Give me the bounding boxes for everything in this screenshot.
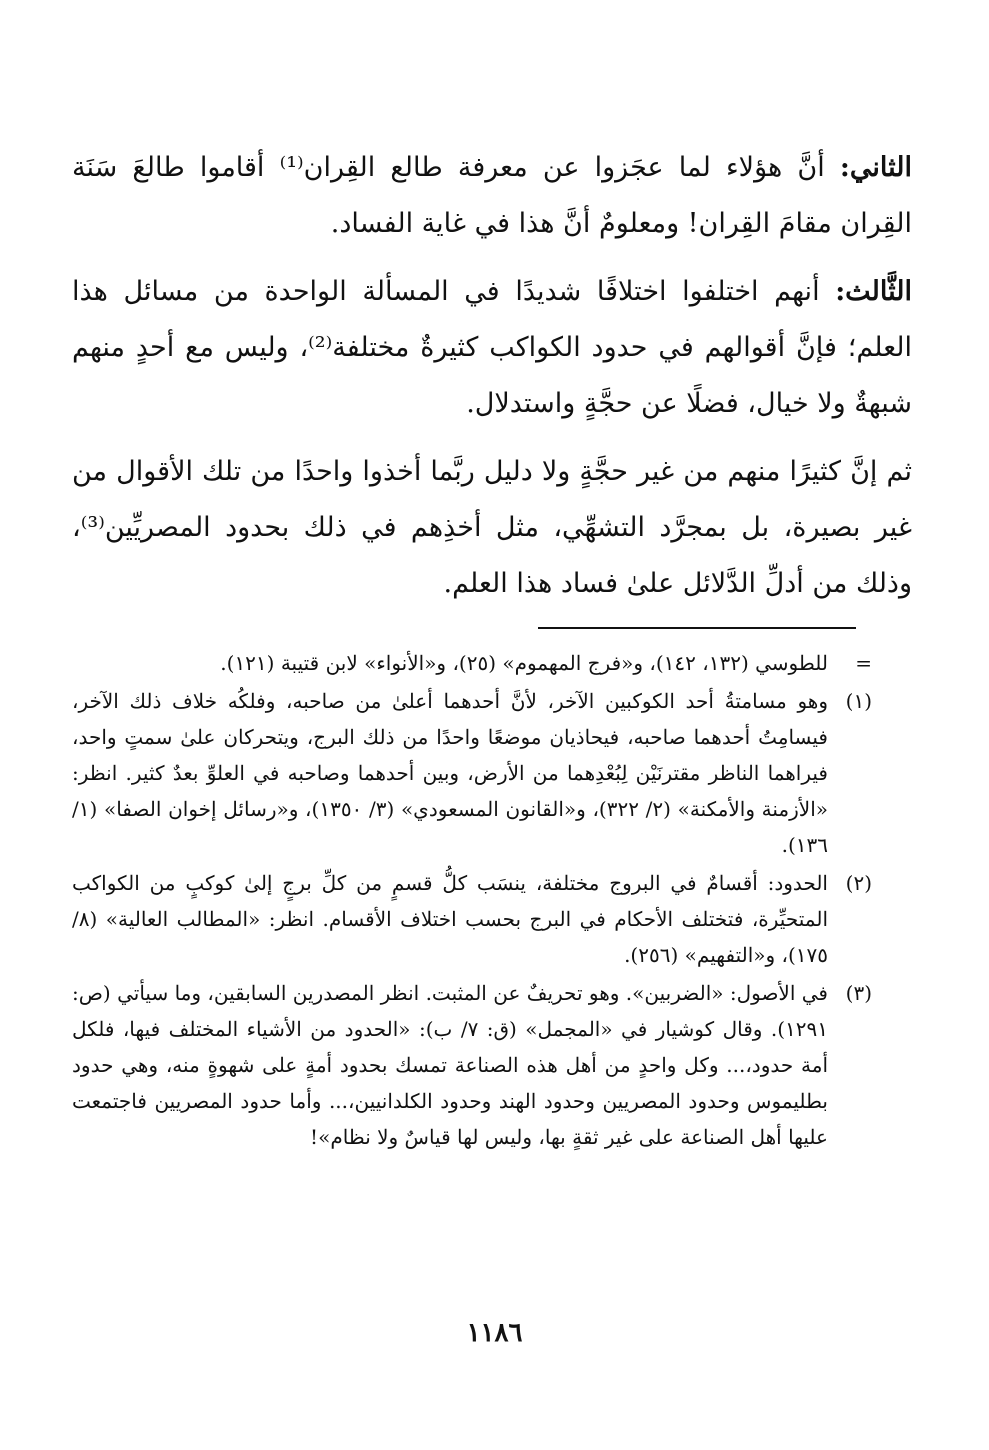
paragraph-lead-word: الثَّالث: [835,276,912,307]
paragraph-second-point [72,140,912,252]
paragraph-lead-word: الثاني: [839,152,912,183]
footnote-text: وهو مسامتةُ أحد الكوكبين الآخر، لأنَّ أحدهما أعلىٰ من صاحبه، وفلكُه خلاف ذلك الآخر، فيسامِتُ أحدهما صاحبه، فيحاذيان موضعًا واحدًا من ذلك البرج، ويتحركان علىٰ سمتٍ واحد، فيراهما الناظر مقترنَيْن لِبُعْدِهما من الأرض، وبين أحدهما وصاحبه في العلوِّ بعدٌ كثير. انظر: «الأزمنة والأمكنة» (٢/ ٣٢٢)، و«القانون المسعودي» (٣/ ١٣٥٠)، و«رسائل إخوان الصفا» (١/ ١٣٦). [72,689,828,857]
paragraph-body: ثم إنَّ كثيرًا منهم من غير حجَّةٍ ولا دليل ربَّما أخذوا واحدًا من تلك الأقوال من غير بصيرة، بل بمجرَّد التشهِّي، مثل أخذِهم في ذلك بحدود المصريِّين⁽³⁾، وذلك من أدلِّ الدَّلائل علىٰ فساد هذا العلم. [72,456,912,599]
paragraph-continuation [72,444,912,612]
footnote-text: للطوسي (١٣٢، ١٤٢)، و«فرج المهموم» (٢٥)، و«الأنواء» لابن قتيبة (١٢١). [220,651,828,675]
footnote-mark: (١) [845,689,872,713]
footnote-divider [538,627,856,629]
footnotes-section [72,645,872,1157]
paragraph-third-point [72,264,912,432]
paragraph-body: أنهم اختلفوا اختلافًا شديدًا في المسألة الواحدة من مسائل هذا العلم؛ فإنَّ أقوالهم في حدود الكواكب كثيرةٌ مختلفة⁽²⁾، وليس مع أحدٍ منهم شبهةٌ ولا خيال، فضلًا عن حجَّةٍ واستدلال. [72,276,912,419]
main-body-text [72,140,912,624]
footnote-mark: = [855,651,872,675]
footnote-text: الحدود: أقسامٌ في البروج مختلفة، ينسَب كلُّ قسمٍ من كلِّ برجٍ إلىٰ كوكبٍ من الكواكب المتحيِّرة، فتختلف الأحكام في البرج بحسب اختلاف الأقسام. انظر: «المطالب العالية» (٨/ ١٧٥)، و«التفهيم» (٢٥٦). [72,871,828,967]
page-number: ١١٨٦ [466,1318,523,1348]
footnote-continuation [72,645,872,681]
footnote-2 [72,865,872,973]
footnote-mark: (٣) [845,981,872,1005]
footnote-mark: (٢) [845,871,872,895]
footnote-text: في الأصول: «الضربين». وهو تحريفٌ عن المثبت. انظر المصدرين السابقين، وما سيأتي (ص: ١٢٩١). وقال كوشيار في «المجمل» (ق: ٧/ ب): «الحدود من الأشياء المختلف فيها، فلكل أمة حدود،... وكل واحدٍ من أهل هذه الصناعة تمسك بحدود أمةٍ على شهوةٍ منه، وهي حدود بطليموس وحدود المصريين وحدود الهند وحدود الكلدانيين،... وأما حدود المصريين فاجتمعت عليها أهل الصناعة على غير ثقةٍ بها، وليس لها قياسٌ ولا نظام»! [72,981,828,1149]
footnote-3 [72,975,872,1155]
paragraph-body: أنَّ هؤلاء لما عجَزوا عن معرفة طالع القِران⁽¹⁾ أقاموا طالعَ سَنَة القِران مقامَ القِران! ومعلومٌ أنَّ هذا في غاية الفساد. [72,152,912,239]
footnote-1 [72,683,872,863]
